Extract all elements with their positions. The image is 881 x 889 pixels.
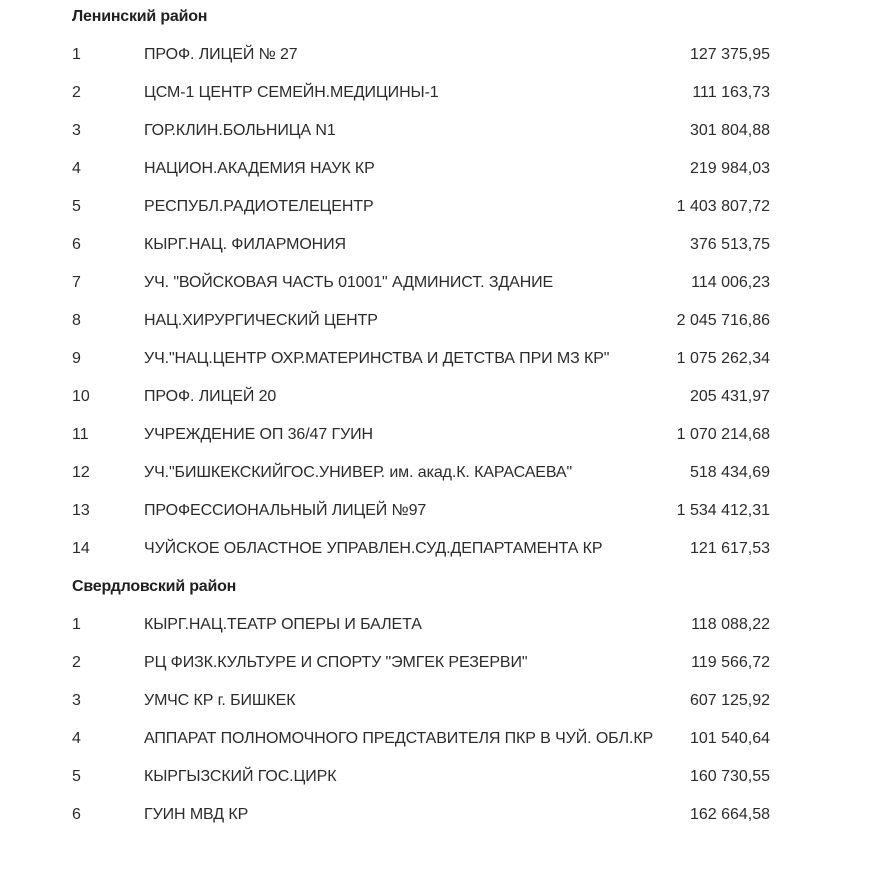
row-number: 2 xyxy=(72,654,81,671)
table-row xyxy=(62,492,780,530)
organization-name: КЫРГ.НАЦ.ТЕАТР ОПЕРЫ И БАЛЕТА xyxy=(144,616,422,633)
table-row xyxy=(62,302,780,340)
row-number: 12 xyxy=(72,464,90,481)
row-number: 1 xyxy=(72,616,81,633)
organization-name: УМЧС КР г. БИШКЕК xyxy=(144,692,296,709)
organization-name: ЦСМ-1 ЦЕНТР СЕМЕЙН.МЕДИЦИНЫ-1 xyxy=(144,84,439,101)
organization-name: УЧРЕЖДЕНИЕ ОП 36/47 ГУИН xyxy=(144,426,373,443)
debt-amount: 111 163,73 xyxy=(692,84,771,101)
debt-amount: 114 006,23 xyxy=(691,274,771,291)
table-row xyxy=(62,188,780,226)
debtor-table-body xyxy=(62,0,780,834)
debtor-table xyxy=(62,0,780,834)
row-number: 8 xyxy=(72,312,81,329)
row-number: 1 xyxy=(72,46,81,63)
table-row xyxy=(62,378,780,416)
debt-amount: 160 730,55 xyxy=(689,768,771,785)
table-row xyxy=(62,606,780,644)
table-row xyxy=(62,530,780,568)
organization-name: ГУИН МВД КР xyxy=(144,806,249,823)
section-title: Свердловский район xyxy=(72,578,237,595)
organization-name: ЧУЙСКОЕ ОБЛАСТНОЕ УПРАВЛЕН.СУД.ДЕПАРТАМЕНТА КР xyxy=(144,540,603,557)
organization-name: ПРОФ. ЛИЦЕЙ № 27 xyxy=(144,46,298,63)
row-number: 3 xyxy=(72,692,81,709)
table-row xyxy=(62,36,780,74)
row-number: 6 xyxy=(72,236,81,253)
row-number: 2 xyxy=(72,84,81,101)
row-number: 5 xyxy=(72,198,81,215)
organization-name: УЧ."БИШКЕКСКИЙГОС.УНИВЕР. им. акад.К. КАРАСАЕВА" xyxy=(144,464,573,481)
debt-amount: 219 984,03 xyxy=(689,160,771,177)
row-number: 3 xyxy=(72,122,81,139)
section-title: Ленинский район xyxy=(72,8,208,25)
organization-name: НАЦ.ХИРУРГИЧЕСКИЙ ЦЕНТР xyxy=(144,312,378,329)
row-number: 4 xyxy=(72,160,81,177)
row-number: 4 xyxy=(72,730,81,747)
debt-amount: 2 045 716,86 xyxy=(676,312,771,329)
table-row xyxy=(62,340,780,378)
debt-amount: 1 403 807,72 xyxy=(676,198,771,215)
debt-amount: 118 088,22 xyxy=(691,616,771,633)
row-number: 11 xyxy=(72,426,89,443)
table-row xyxy=(62,150,780,188)
table-row xyxy=(62,454,780,492)
table-row xyxy=(62,416,780,454)
section-header xyxy=(62,568,780,606)
row-number: 13 xyxy=(72,502,90,519)
table-row xyxy=(62,226,780,264)
organization-name: ПРОФ. ЛИЦЕЙ 20 xyxy=(144,388,277,405)
debt-amount: 127 375,95 xyxy=(689,46,771,63)
organization-name: РЦ ФИЗК.КУЛЬТУРЕ И СПОРТУ "ЭМГЕК РЕЗЕРВИ" xyxy=(144,654,528,671)
row-number: 10 xyxy=(72,388,90,405)
row-number: 9 xyxy=(72,350,81,367)
debt-amount: 205 431,97 xyxy=(689,388,771,405)
debt-amount: 101 540,64 xyxy=(689,730,771,747)
debt-amount: 518 434,69 xyxy=(689,464,771,481)
organization-name: АППАРАТ ПОЛНОМОЧНОГО ПРЕДСТАВИТЕЛЯ ПКР В ЧУЙ. ОБЛ.КР xyxy=(144,730,654,747)
debt-amount: 1 070 214,68 xyxy=(676,426,771,443)
table-row xyxy=(62,720,780,758)
debt-amount: 1 075 262,34 xyxy=(676,350,771,367)
table-row xyxy=(62,644,780,682)
organization-name: РЕСПУБЛ.РАДИОТЕЛЕЦЕНТР xyxy=(144,198,374,215)
debt-amount: 162 664,58 xyxy=(689,806,771,823)
section-header xyxy=(62,0,780,36)
table-row xyxy=(62,74,780,112)
debt-amount: 121 617,53 xyxy=(689,540,771,557)
organization-name: КЫРГЫЗСКИЙ ГОС.ЦИРК xyxy=(144,768,337,785)
organization-name: УЧ."НАЦ.ЦЕНТР ОХР.МАТЕРИНСТВА И ДЕТСТВА ПРИ МЗ КР" xyxy=(144,350,610,367)
organization-name: ПРОФЕССИОНАЛЬНЫЙ ЛИЦЕЙ №97 xyxy=(144,502,427,519)
organization-name: НАЦИОН.АКАДЕМИЯ НАУК КР xyxy=(144,160,375,177)
organization-name: УЧ. "ВОЙСКОВАЯ ЧАСТЬ 01001" АДМИНИСТ. ЗДАНИЕ xyxy=(144,274,554,291)
table-row xyxy=(62,264,780,302)
table-row xyxy=(62,112,780,150)
table-row xyxy=(62,682,780,720)
debt-amount: 301 804,88 xyxy=(689,122,771,139)
debt-amount: 119 566,72 xyxy=(691,654,771,671)
row-number: 6 xyxy=(72,806,81,823)
debt-amount: 1 534 412,31 xyxy=(676,502,771,519)
table-row xyxy=(62,758,780,796)
table-row xyxy=(62,796,780,834)
organization-name: КЫРГ.НАЦ. ФИЛАРМОНИЯ xyxy=(144,236,346,253)
row-number: 5 xyxy=(72,768,81,785)
organization-name: ГОР.КЛИН.БОЛЬНИЦА N1 xyxy=(144,122,336,139)
debt-amount: 607 125,92 xyxy=(689,692,771,709)
row-number: 14 xyxy=(72,540,90,557)
row-number: 7 xyxy=(72,274,81,291)
debt-amount: 376 513,75 xyxy=(689,236,771,253)
